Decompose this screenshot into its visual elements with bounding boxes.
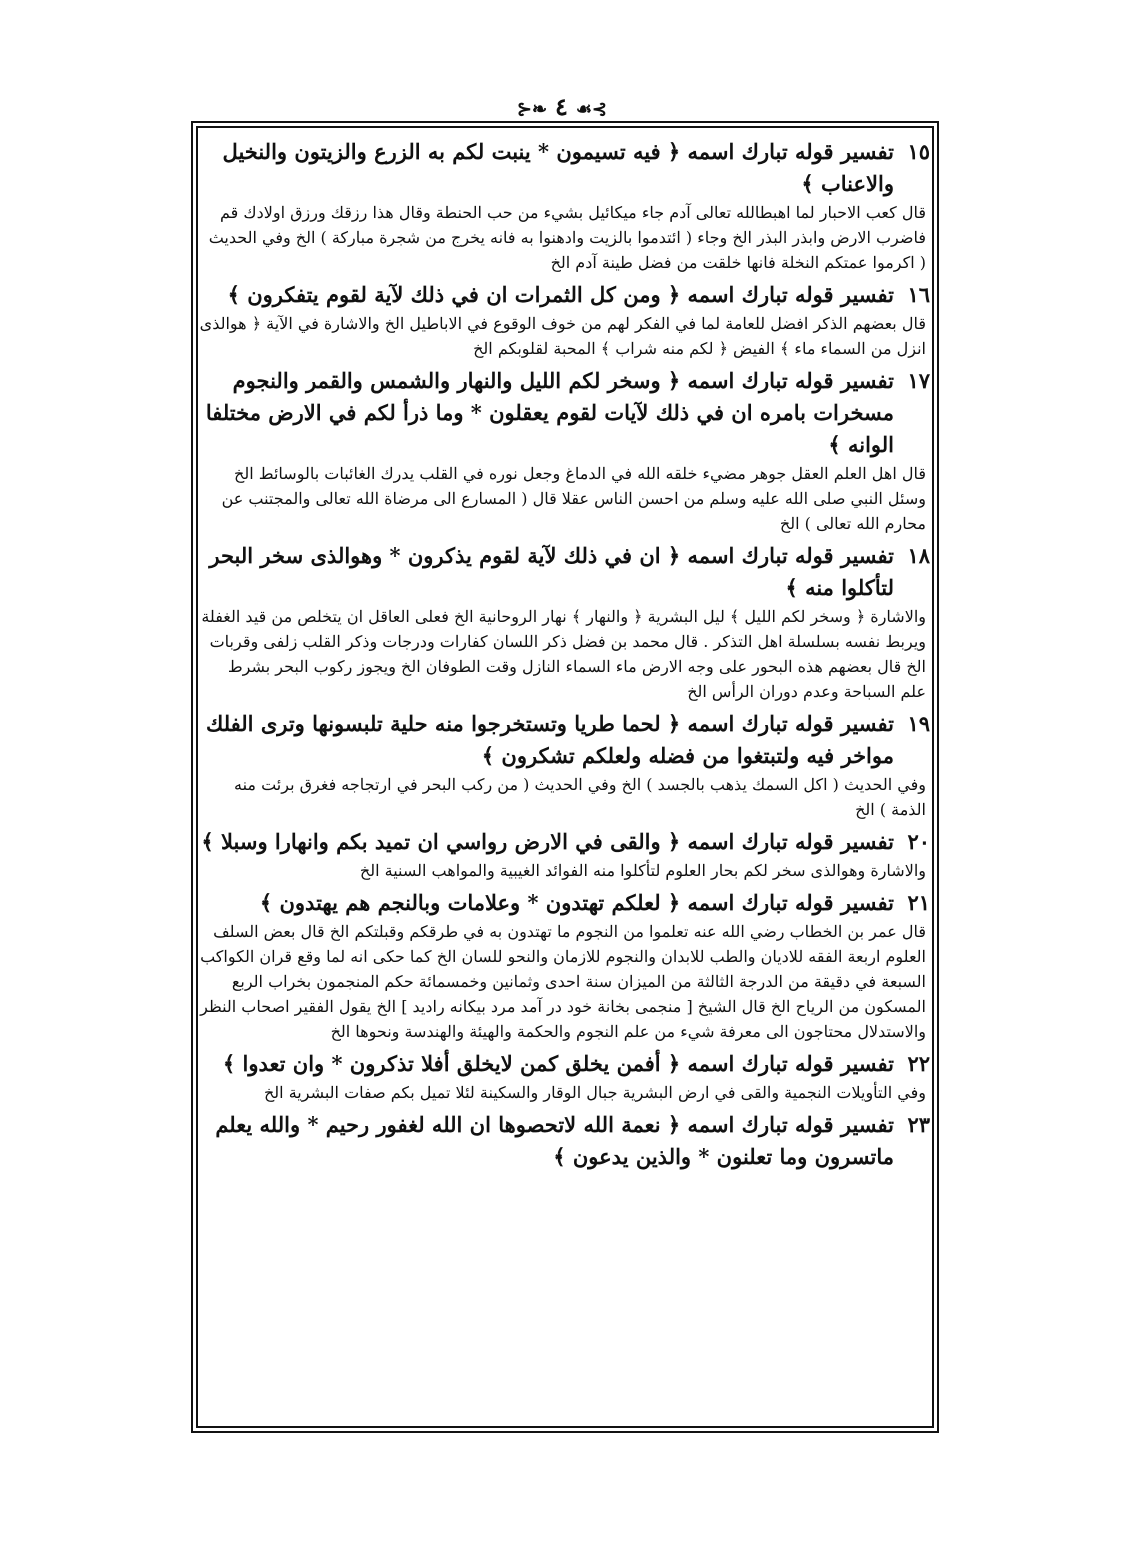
verse-text: تفسير قوله تبارك اسمه ﴿ ان في ذلك لآية لقوم يذكرون * وهوالذى سخر البحر لتأكلوا منه ﴾ xyxy=(209,543,894,600)
page-number-text: ٤ xyxy=(555,92,568,121)
verse-heading xyxy=(198,279,930,311)
entry-15 xyxy=(198,136,930,275)
verse-heading xyxy=(198,540,930,604)
verse-text: تفسير قوله تبارك اسمه ﴿ والقى في الارض رواسي ان تميد بكم وانهارا وسبلا ﴾ xyxy=(201,829,894,854)
commentary: قال اهل العلم العقل جوهر مضيء خلقه الله في الدماغ وجعل نوره في القلب يدرك الغائبات بالوسائط الخ وسئل النبي صلى الله عليه وسلم من احسن الناس عقلا قال ( المسارع الى مرضاة الله تعالى والمجتنب عن محارم الله تعالى ) الخ xyxy=(221,464,926,533)
verse-text: تفسير قوله تبارك اسمه ﴿ لحما طريا وتستخرجوا منه حلية تلبسونها وترى الفلك مواخر فيه ولتبتغوا من فضله ولعلكم تشكرون ﴾ xyxy=(206,711,894,768)
page-content xyxy=(198,136,930,1177)
commentary: وفي التأويلات النجمية والقى في ارض البشرية جبال الوقار والسكينة لئلا تميل بكم صفات البشرية الخ xyxy=(263,1083,926,1102)
verse-number: ١٥ xyxy=(907,139,930,164)
commentary: والاشارة وهوالذى سخر لكم بحار العلوم لتأكلوا منه الفوائد الغيبية والمواهب السنية الخ xyxy=(359,861,926,880)
verse-text: تفسير قوله تبارك اسمه ﴿ وسخر لكم الليل والنهار والشمس والقمر والنجوم مسخرات بامره ان في ذلك لآيات لقوم يعقلون * وما ذرأ لكم في الارض مختلفا الوانه ﴾ xyxy=(205,368,894,457)
verse-heading xyxy=(198,365,930,461)
verse-heading xyxy=(198,708,930,772)
ornament-right: ☙⊰ xyxy=(575,99,608,120)
verse-number: ٢١ xyxy=(907,890,930,915)
commentary: والاشارة ﴿ وسخر لكم الليل ﴾ ليل البشرية ﴿ والنهار ﴾ نهار الروحانية الخ فعلى العاقل ان يتخلص من قيد الغفلة ويربط نفسه بسلسلة اهل التذكر . قال محمد بن فضل ذكر اللسان كفارات ودرجات وذكر القلب زلفى وقربات الخ قال بعضهم هذه البحور على وجه الارض ماء السماء النازل وقت الطوفان الخ ويجوز ركوب البحر بشرط علم السباحة وعدم دوران الرأس الخ xyxy=(201,607,926,701)
entry-22 xyxy=(198,1048,930,1105)
verse-text: تفسير قوله تبارك اسمه ﴿ نعمة الله لاتحصوها ان الله لغفور رحيم * والله يعلم ماتسرون وما تعلنون * والذين يدعون ﴾ xyxy=(215,1112,894,1169)
verse-heading xyxy=(198,887,930,919)
verse-number: ١٧ xyxy=(907,368,930,393)
verse-text: تفسير قوله تبارك اسمه ﴿ أفمن يخلق كمن لايخلق أفلا تذكرون * وان تعدوا ﴾ xyxy=(222,1051,894,1076)
entry-17 xyxy=(198,365,930,536)
page-number xyxy=(0,92,1124,121)
entry-18 xyxy=(198,540,930,704)
verse-number: ٢٠ xyxy=(907,829,930,854)
verse-number: ٢٢ xyxy=(907,1051,930,1076)
verse-heading xyxy=(198,1109,930,1173)
commentary: وفي الحديث ( اكل السمك يذهب بالجسد ) الخ وفي الحديث ( من ركب البحر في ارتجاجه فغرق برئت منه الذمة ) الخ xyxy=(234,775,926,819)
verse-text: تفسير قوله تبارك اسمه ﴿ ومن كل الثمرات ان في ذلك لآية لقوم يتفكرون ﴾ xyxy=(227,282,894,307)
commentary: قال بعضهم الذكر افضل للعامة لما في الفكر لهم من خوف الوقوع في الاباطيل الخ والاشارة في الآية ﴿ هوالذى انزل من السماء ماء ﴾ الفيض ﴿ لكم منه شراب ﴾ المحبة لقلوبكم الخ xyxy=(199,314,926,358)
verse-number: ٢٣ xyxy=(907,1112,930,1137)
entry-19 xyxy=(198,708,930,822)
ornament-left: ⊱❧ xyxy=(516,99,548,120)
verse-heading xyxy=(198,136,930,200)
commentary: قال عمر بن الخطاب رضي الله عنه تعلموا من النجوم ما تهتدون به في طرقكم وقبلتكم الخ قال بعض السلف العلوم اربعة الفقه للاديان والطب للابدان والنجوم للازمان والنحو للسان الخ كما حكى انه لما وقع قران الكواكب السبعة في دقيقة من الدرجة الثالثة من الميزان سنة احدى وثمانين وخمسمائة حكم المنجمون بخراب الربع المسكون من الرياح الخ قال الشيخ [ منجمى بخانة خود در آمد مرد بيكانه راديد ] الخ يقول الفقير اصحاب النظر والاستدلال محتاجون الى معرفة شيء من علم النجوم والحكمة والهيئة والهندسة ونحوها الخ xyxy=(200,922,926,1041)
verse-number: ١٨ xyxy=(907,543,930,568)
entry-16 xyxy=(198,279,930,361)
verse-heading xyxy=(198,1048,930,1080)
verse-heading xyxy=(198,826,930,858)
verse-text: تفسير قوله تبارك اسمه ﴿ لعلكم تهتدون * وعلامات وبالنجم هم يهتدون ﴾ xyxy=(259,890,894,915)
verse-number: ١٦ xyxy=(907,282,930,307)
entry-23 xyxy=(198,1109,930,1173)
verse-text: تفسير قوله تبارك اسمه ﴿ فيه تسيمون * ينبت لكم به الزرع والزيتون والنخيل والاعناب ﴾ xyxy=(222,139,894,196)
entry-20 xyxy=(198,826,930,883)
entry-21 xyxy=(198,887,930,1044)
commentary: قال كعب الاحبار لما اهبطالله تعالى آدم جاء ميكائيل بشيء من حب الحنطة وقال هذا رزقك ورزق اولادك قم فاضرب الارض وابذر البذر الخ وجاء ( ائتدموا بالزيت وادهنوا به فانه يخرج من شجرة مباركة ) الخ وفي الحديث ( اكرموا عمتكم النخلة فانها خلقت من فضل طينة آدم الخ xyxy=(208,203,926,272)
verse-number: ١٩ xyxy=(907,711,930,736)
